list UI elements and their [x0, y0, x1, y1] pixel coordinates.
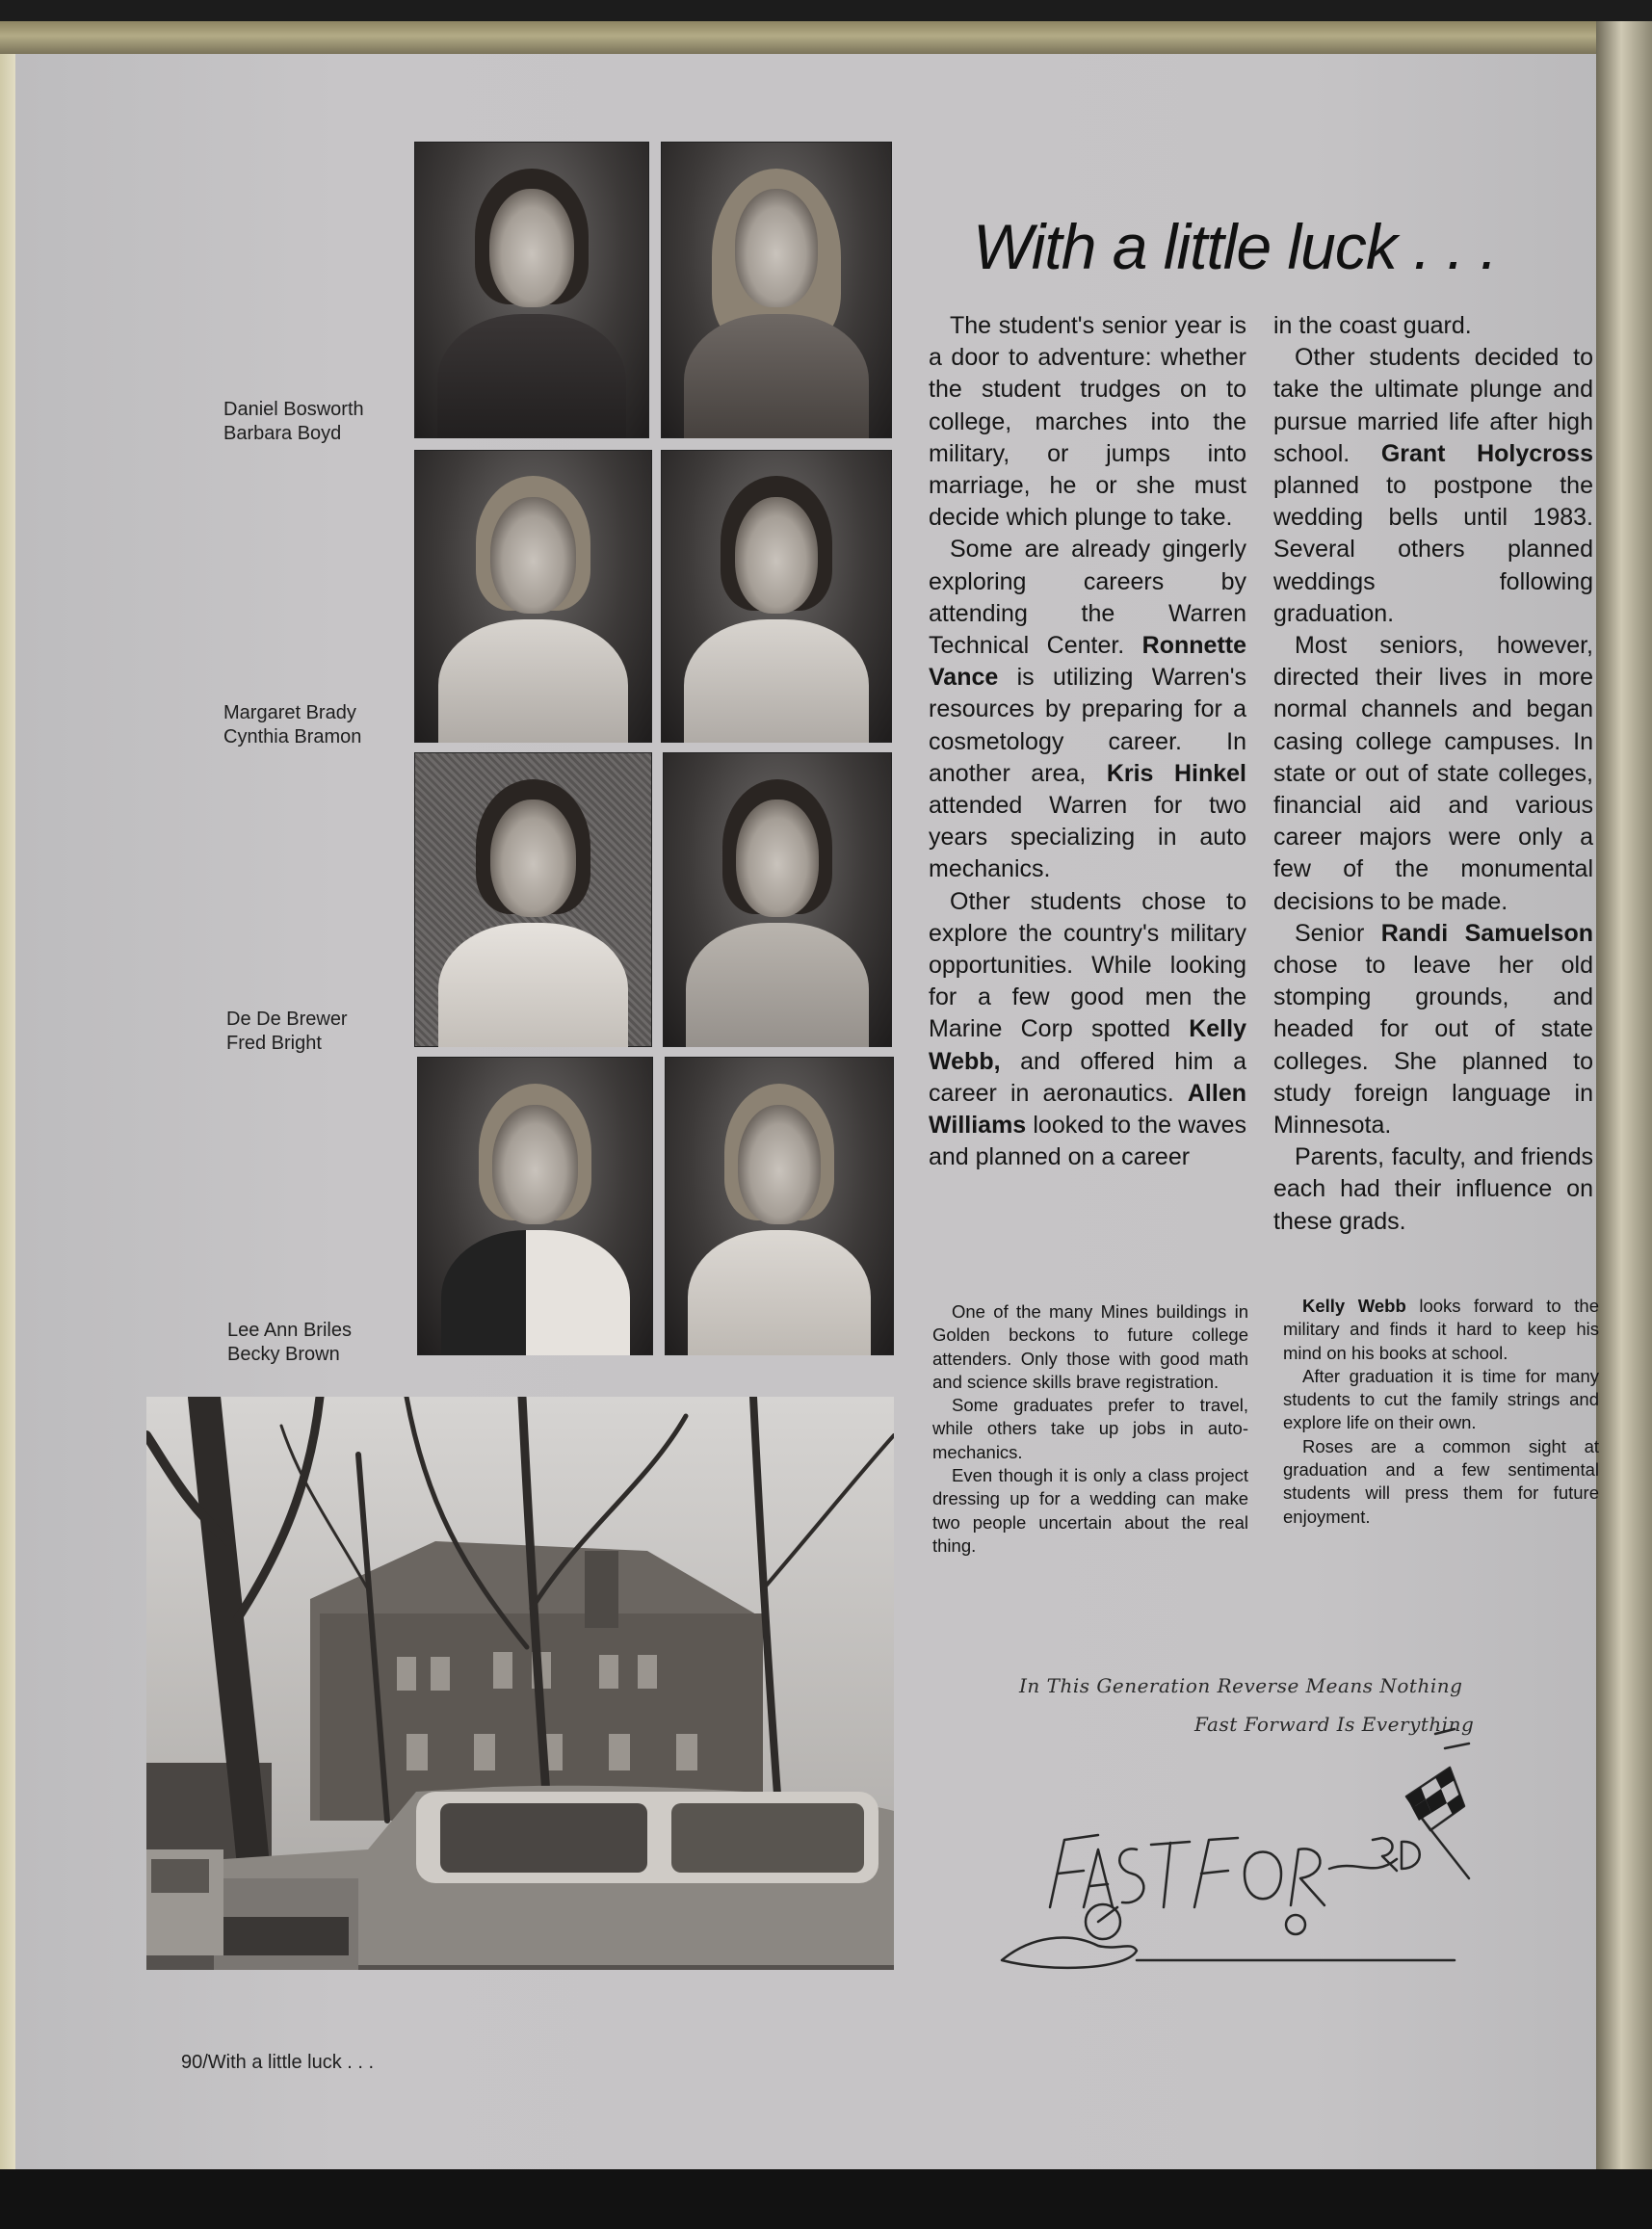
photo-caption: Roses are a common sight at graduation and a few sentimental students will press them for future enjoyment. [1283, 1435, 1599, 1527]
handwritten-slogan-line1: In This Generation Reverse Means Nothing [1019, 1674, 1463, 1697]
student-name: Kris Hinkel [1106, 759, 1247, 787]
article-paragraph: Most seniors, however, directed their lives in more normal channels and began casing college campuses. In state or out of state colleges, financial aid and various career majors were only a few of the monumental decisions to be made. [1273, 632, 1593, 915]
binding-top [0, 0, 1652, 21]
article-paragraph: Other students decided to take the ultimate plunge and pursue married life after high school. Grant Holycross planned to postpone the wedding bells until 1983. Several others planned weddings following graduation. [1273, 344, 1593, 627]
student-name: Kelly Webb, [929, 1015, 1246, 1075]
portrait-photo [414, 752, 652, 1047]
portrait-photo [414, 142, 649, 438]
page-title: With a little luck . . . [973, 211, 1497, 282]
student-name: Lee Ann Briles [227, 1320, 352, 1341]
portrait-photo [414, 450, 652, 743]
book-edge [0, 21, 1652, 54]
student-name: Ronnette Vance [929, 632, 1246, 692]
article-paragraph: Other students chose to explore the country's military opportunities. While looking for a few good men the Marine Corp spotted Kelly Webb, and offered him a career in aeronautics. Allen Williams looked to the waves and planned on a career [929, 887, 1246, 1171]
portrait-caption [227, 1319, 352, 1367]
article-paragraph: Parents, faculty, and friends each had their influence on these grads. [1273, 1143, 1593, 1235]
article-paragraph: Some are already gingerly exploring careers by attending the Warren Technical Center. Ronnette Vance is utilizing Warren's resources by preparing for a cosmetology career. In another area, Kris Hinkel attended Warren for two years specializing in auto mechanics. [929, 536, 1247, 883]
book-edge-right [1596, 21, 1652, 2169]
student-name: Margaret Brady [223, 702, 356, 723]
photo-caption: Kelly Webb looks forward to the military and finds it hard to keep his mind on his books at school. [1283, 1296, 1599, 1363]
article-paragraph: The student's senior year is a door to adventure: whether the student trudges on to college, marches into the military, or jumps into marriage, he or she must decide which plunge to take. [929, 312, 1246, 532]
student-name: Fred Bright [226, 1033, 322, 1054]
photo-captions-right [1283, 1295, 1599, 1529]
photo-caption: Some graduates prefer to travel, while others take up jobs in auto-mechanics. [932, 1395, 1248, 1462]
page-footer: 90/With a little luck . . . [181, 2052, 375, 2073]
article-paragraph: Senior Randi Samuelson chose to leave her old stomping grounds, and headed for out of state colleges. She planned to study foreign language in Minnesota. [1273, 919, 1594, 1140]
photo-caption: Even though it is only a class project dressing up for a wedding can make two people uncertain about the real thing. [932, 1465, 1248, 1556]
portrait-photo [417, 1057, 653, 1355]
article-column-right [1273, 310, 1593, 1238]
portrait-caption [223, 701, 361, 749]
fast-forward-drawing [992, 1715, 1493, 1975]
article-paragraph: in the coast guard. [1273, 312, 1472, 339]
photo-captions-left [932, 1300, 1248, 1558]
campus-building-photo [146, 1397, 894, 1970]
page-left-edge [0, 54, 15, 2169]
portrait-photo [665, 1057, 894, 1355]
portrait-photo [663, 752, 892, 1047]
bottom-band [0, 2169, 1652, 2229]
portrait-caption [226, 1008, 348, 1056]
student-name: Randi Samuelson [1380, 919, 1594, 947]
article-column-left [929, 310, 1246, 1173]
portrait-photo [661, 142, 892, 438]
photo-caption: One of the many Mines buildings in Golden beckons to future college attenders. Only those with good math and science skills brave registration. [932, 1301, 1248, 1392]
portrait-photo [661, 450, 892, 743]
student-name: Daniel Bosworth [223, 399, 364, 420]
portrait-caption [223, 398, 364, 446]
photo-caption: After graduation it is time for many students to cut the family strings and explore life on their own. [1283, 1365, 1599, 1433]
student-name: Allen Williams [929, 1079, 1246, 1140]
student-name: De De Brewer [226, 1009, 348, 1030]
student-name: Grant Holycross [1380, 439, 1593, 467]
student-name: Cynthia Bramon [223, 726, 362, 747]
student-name: Kelly Webb [1302, 1296, 1406, 1316]
student-name: Becky Brown [227, 1344, 340, 1365]
student-name: Barbara Boyd [223, 423, 342, 444]
handwritten-slogan-line2: Fast Forward Is Everything [1194, 1713, 1475, 1736]
